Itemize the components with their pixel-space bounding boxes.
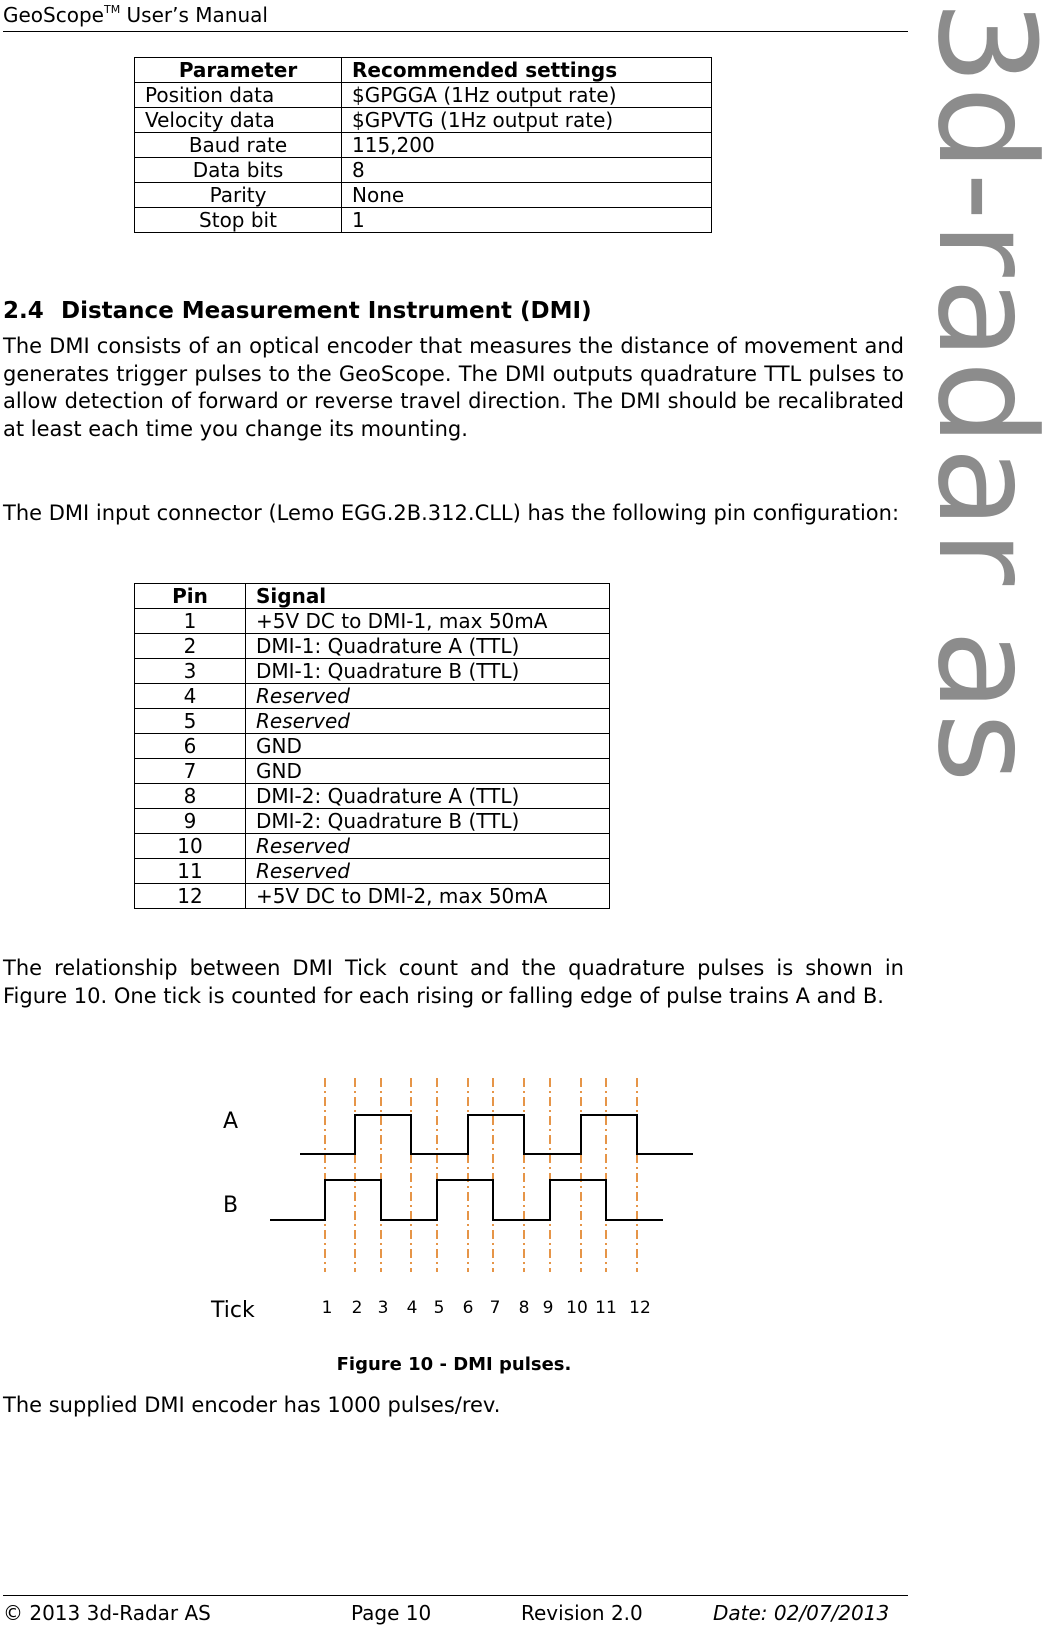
settings-value: 115,200: [342, 133, 712, 158]
table-row: [135, 183, 712, 208]
settings-parameter: Parity: [135, 183, 342, 208]
table-row: [135, 759, 610, 784]
table-row: [135, 609, 610, 634]
section-number: 2.4: [3, 298, 44, 324]
pin-table: [134, 583, 610, 909]
table-row: [135, 108, 712, 133]
table-row: [135, 809, 610, 834]
manual-title-suffix: User’s Manual: [120, 3, 268, 27]
tick-labels: [322, 1298, 651, 1318]
settings-value: $GPVTG (1Hz output rate): [342, 108, 712, 133]
footer-date-label: Date:: [713, 1601, 768, 1625]
footer-page-number: Page 10: [351, 1601, 432, 1625]
trademark-mark: TM: [103, 3, 121, 16]
settings-value: 8: [342, 158, 712, 183]
settings-parameter: Baud rate: [135, 133, 342, 158]
settings-parameter: Data bits: [135, 158, 342, 183]
paragraph-dmi-intro: The DMI consists of an optical encoder that measures the distance of movement and generates trigger pulses to the GeoScope. The DMI outputs quadrature TTL pulses to allow detection of forward or reverse travel direction. The DMI should be recalibrated at least each time you change its mounting.: [3, 334, 904, 441]
pin-number: 8: [135, 784, 246, 809]
tick-label-11: 11: [595, 1298, 617, 1318]
manual-title: GeoScope: [3, 3, 104, 27]
pin-signal: DMI-1: Quadrature B (TTL): [246, 659, 610, 684]
pin-signal: +5V DC to DMI-2, max 50mA: [246, 884, 610, 909]
settings-parameter: Position data: [135, 83, 342, 108]
tick-axis-label: Tick: [211, 1298, 255, 1323]
tick-label-9: 9: [542, 1298, 554, 1318]
pin-number: 11: [135, 859, 246, 884]
table-row: [135, 709, 610, 734]
signal-b-label: B: [223, 1193, 239, 1218]
pin-signal: GND: [246, 734, 610, 759]
pin-number: 7: [135, 759, 246, 784]
pin-header-signal: Signal: [246, 584, 610, 609]
pin-number: 2: [135, 634, 246, 659]
footer-date: [713, 1596, 889, 1630]
watermark: [908, 0, 1064, 784]
table-row: [135, 158, 712, 183]
tick-label-7: 7: [489, 1298, 501, 1318]
pin-signal: DMI-2: Quadrature A (TTL): [246, 784, 610, 809]
figure-caption: Figure 10 - DMI pulses.: [336, 1354, 572, 1375]
watermark-text: 3d-radar as: [908, 0, 1064, 784]
tick-label-4: 4: [406, 1298, 418, 1318]
pin-signal: GND: [246, 759, 610, 784]
page-footer: [3, 1595, 908, 1626]
tick-label-5: 5: [433, 1298, 445, 1318]
pulse-train-b: [270, 1180, 663, 1220]
table-row: [135, 784, 610, 809]
table-row: [135, 634, 610, 659]
settings-table-header: [135, 58, 712, 83]
pin-number: 6: [135, 734, 246, 759]
paragraph-encoder: The supplied DMI encoder has 1000 pulses/rev.: [3, 1393, 501, 1417]
pin-header-pin: Pin: [135, 584, 246, 609]
paragraph-tick-relationship: The relationship between DMI Tick count and the quadrature pulses is shown in Figure 10. One tick is counted for each rising or falling edge of pulse trains A and B.: [3, 956, 904, 1008]
pulse-train-a: [300, 1115, 693, 1154]
tick-label-10: 10: [566, 1298, 588, 1318]
pin-signal: Reserved: [246, 684, 610, 709]
pin-signal: DMI-1: Quadrature A (TTL): [246, 634, 610, 659]
settings-parameter: Stop bit: [135, 208, 342, 233]
table-row: [135, 684, 610, 709]
table-row: [135, 83, 712, 108]
settings-value: 1: [342, 208, 712, 233]
settings-value: None: [342, 183, 712, 208]
page-header: [3, 0, 908, 32]
pin-number: 3: [135, 659, 246, 684]
pin-signal: DMI-2: Quadrature B (TTL): [246, 809, 610, 834]
pin-number: 10: [135, 834, 246, 859]
tick-lines: [325, 1078, 637, 1272]
settings-parameter: Velocity data: [135, 108, 342, 133]
settings-header-recommended: Recommended settings: [342, 58, 712, 83]
paragraph-connector: The DMI input connector (Lemo EGG.2B.312.CLL) has the following pin configuration:: [3, 501, 900, 525]
pin-table-header: [135, 584, 610, 609]
footer-copyright: © 2013 3d-Radar AS: [3, 1601, 211, 1625]
pin-signal: Reserved: [246, 859, 610, 884]
tick-label-3: 3: [377, 1298, 389, 1318]
table-row: [135, 734, 610, 759]
pin-number: 4: [135, 684, 246, 709]
table-row: [135, 834, 610, 859]
tick-label-1: 1: [321, 1298, 333, 1318]
pin-number: 1: [135, 609, 246, 634]
settings-value: $GPGGA (1Hz output rate): [342, 83, 712, 108]
settings-header-parameter: Parameter: [135, 58, 342, 83]
table-row: [135, 208, 712, 233]
section-heading: [3, 296, 592, 326]
pin-number: 9: [135, 809, 246, 834]
signal-a-label: A: [223, 1109, 239, 1134]
table-row: [135, 884, 610, 909]
pin-signal: +5V DC to DMI-1, max 50mA: [246, 609, 610, 634]
section-title: Distance Measurement Instrument (DMI): [61, 298, 592, 324]
table-row: [135, 659, 610, 684]
pin-signal: Reserved: [246, 834, 610, 859]
table-row: [135, 859, 610, 884]
tick-label-6: 6: [462, 1298, 474, 1318]
tick-label-2: 2: [351, 1298, 363, 1318]
pin-signal: Reserved: [246, 709, 610, 734]
pin-number: 5: [135, 709, 246, 734]
footer-revision: Revision 2.0: [521, 1601, 643, 1625]
pin-number: 12: [135, 884, 246, 909]
tick-label-12: 12: [629, 1298, 651, 1318]
footer-date-value: 02/07/2013: [773, 1601, 890, 1625]
settings-table: [134, 57, 712, 233]
tick-label-8: 8: [518, 1298, 530, 1318]
table-row: [135, 133, 712, 158]
